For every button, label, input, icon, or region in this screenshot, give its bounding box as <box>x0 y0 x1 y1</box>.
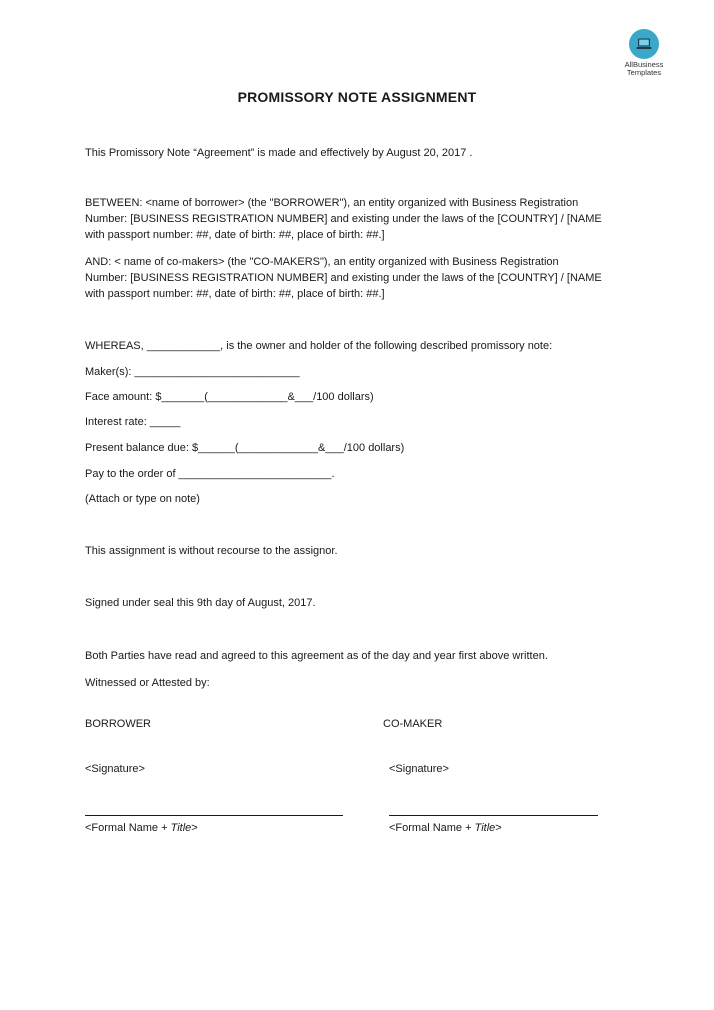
logo-line-2: Templates <box>626 68 662 77</box>
laptop-icon <box>635 35 653 53</box>
logo-line-1: AllBusiness <box>624 60 664 69</box>
between-line-1: BETWEEN: <name of borrower> (the "BORROWER"), an entity organized with Business Registration <box>85 197 579 209</box>
intro-paragraph: This Promissory Note “Agreement” is made and effectively by August 20, 2017 . <box>85 147 473 159</box>
borrower-signature-line <box>85 815 343 816</box>
and-line-1: AND: < name of co-makers> (the "CO-MAKERS"), an entity organized with Business Registration <box>85 256 559 268</box>
and-line-3: with passport number: ##, date of birth: ##, place of birth: ##.] <box>85 288 385 301</box>
between-paragraph <box>85 195 630 244</box>
borrower-formal-name <box>85 820 198 836</box>
and-paragraph <box>85 254 630 303</box>
pay-to-line: Pay to the order of _________________________. <box>85 468 335 480</box>
present-balance-line: Present balance due: $______(_____________&___/100 dollars) <box>85 442 405 454</box>
borrower-label: BORROWER <box>85 718 151 730</box>
makers-line: Maker(s): ___________________________ <box>85 366 300 378</box>
comaker-label: CO-MAKER <box>383 718 443 730</box>
comaker-signature-line <box>389 815 598 816</box>
logo-badge <box>629 29 659 59</box>
interest-rate-line: Interest rate: _____ <box>85 416 181 428</box>
comaker-name-suffix: > <box>495 822 502 834</box>
comaker-formal-name <box>389 820 502 836</box>
between-line-3: with passport number: ##, date of birth: ##, place of birth: ##.] <box>85 229 385 242</box>
attach-note-line: (Attach or type on note) <box>85 493 200 505</box>
whereas-line: WHEREAS, ____________, is the owner and holder of the following described promissory note: <box>85 340 553 352</box>
comaker-signature-placeholder: <Signature> <box>389 763 449 775</box>
witnessed-line: Witnessed or Attested by: <box>85 677 210 689</box>
borrower-signature-placeholder: <Signature> <box>85 763 145 775</box>
face-amount-line: Face amount: $_______(_____________&___/100 dollars) <box>85 391 374 403</box>
borrower-name-title: Title <box>170 822 192 834</box>
allbusiness-logo <box>616 29 672 77</box>
comaker-name-title: Title <box>474 822 496 834</box>
borrower-name-prefix: <Formal Name + <box>85 822 171 834</box>
comaker-name-prefix: <Formal Name + <box>389 822 475 834</box>
signed-line: Signed under seal this 9th day of August, 2017. <box>85 597 316 609</box>
borrower-name-suffix: > <box>191 822 198 834</box>
recourse-line: This assignment is without recourse to the assignor. <box>85 545 338 557</box>
agreed-line: Both Parties have read and agreed to this agreement as of the day and year first above written. <box>85 650 548 662</box>
and-line-2: Number: [BUSINESS REGISTRATION NUMBER] and existing under the laws of the [COUNTRY] / [NAME <box>85 272 602 285</box>
logo-text <box>616 61 672 77</box>
between-line-2: Number: [BUSINESS REGISTRATION NUMBER] and existing under the laws of the [COUNTRY] / [NAME <box>85 213 602 226</box>
document-title: PROMISSORY NOTE ASSIGNMENT <box>237 89 477 105</box>
